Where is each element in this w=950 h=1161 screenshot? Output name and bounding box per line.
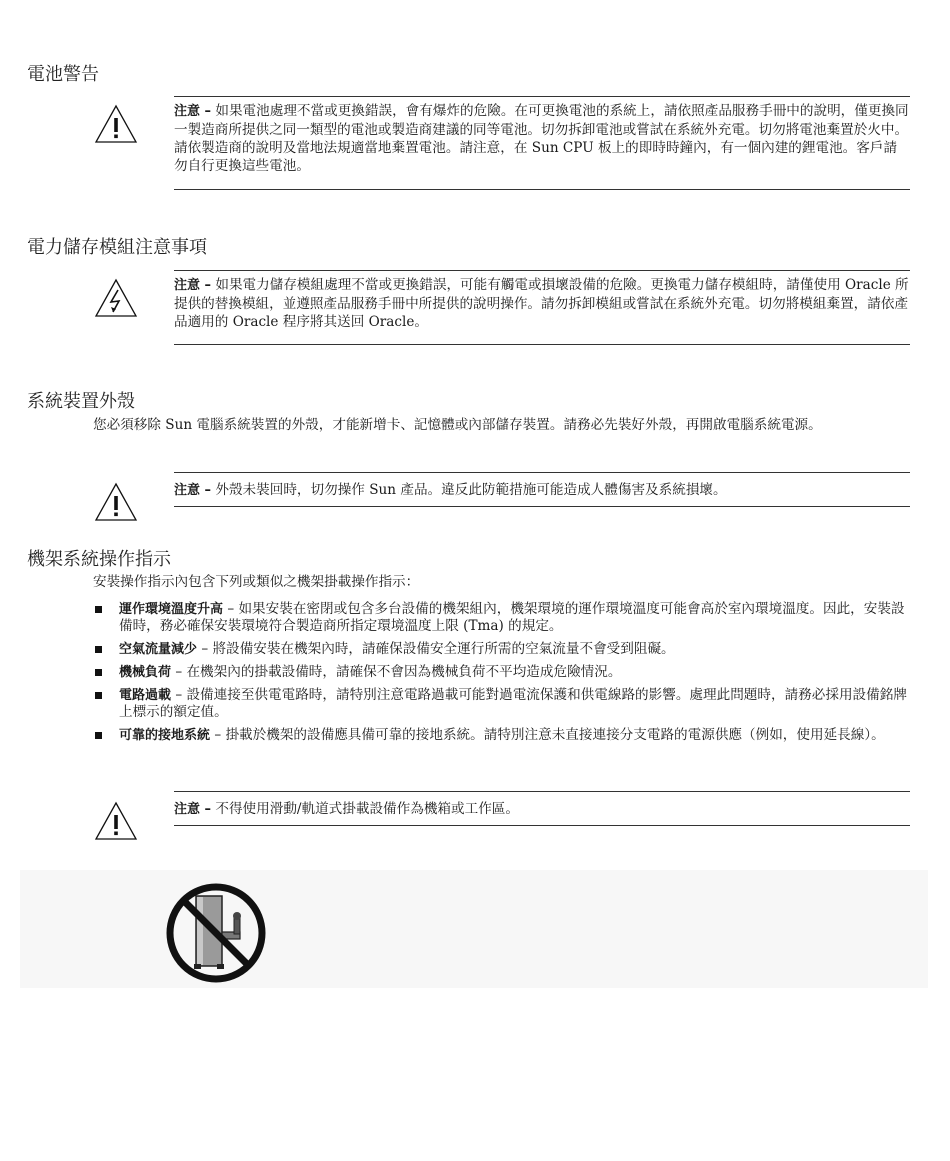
item-term: 電路過載 [119, 688, 172, 703]
section-title-battery: 電池警告 [27, 64, 99, 85]
list-item [93, 601, 910, 635]
no-work-surface-icon [163, 880, 269, 986]
rack-notice [90, 791, 910, 826]
figure-area [20, 870, 928, 988]
battery-notice-text [174, 102, 910, 175]
list-item [93, 727, 910, 744]
item-text: – 掛載於機架的設備應具備可靠的接地系統。請特別注意未直接連接分支電路的電源供應（例如，使用延長線）。 [210, 727, 885, 743]
notice-body: 如果電池處理不當或更換錯誤，會有爆炸的危險。在可更換電池的系統上，請依照產品服務手冊中的說明，僅更換同一製造商所提供之同一類型的電池或製造商建議的同等電池。切勿拆卸電池或嘗試在系統外充電。切勿將電池棄置於火中。請依製造商的說明及當地法規適當地棄置電池。請注意，在 Sun CPU 板上的即時時鐘內，有一個內建的鋰電池。客戶請勿自行更換這些電池。 [174, 103, 909, 174]
notice-body: 外殼未裝回時，切勿操作 Sun 產品。違反此防範措施可能造成人體傷害及系統損壞。 [211, 482, 727, 498]
enclosure-notice-text [174, 481, 910, 500]
item-text: – 如果安裝在密閉或包含多台設備的機架組內，機架環境的運作環境溫度可能會高於室內環境溫度。因此，安裝設備時，務必確保安裝環境符合製造商所指定環境溫度上限 (Tma) 的規定。 [119, 601, 905, 634]
list-item [93, 664, 910, 681]
enclosure-notice [90, 472, 910, 507]
list-item [93, 687, 910, 721]
notice-lead: 注意 – [174, 802, 212, 817]
rack-notice-text [174, 800, 910, 819]
notice-lead: 注意 – [174, 278, 212, 293]
notice-lead: 注意 – [174, 483, 212, 498]
caution-triangle-icon [94, 801, 138, 841]
battery-notice [90, 96, 910, 190]
power-module-notice [90, 270, 910, 345]
rack-instructions-list [93, 601, 910, 750]
notice-body: 不得使用滑動/軌道式掛載設備作為機箱或工作區。 [211, 801, 519, 817]
rack-intro: 安裝操作指示內包含下列或類似之機架掛載操作指示： [93, 574, 420, 590]
section-title-enclosure: 系統裝置外殼 [27, 391, 135, 412]
section-title-rack: 機架系統操作指示 [27, 549, 171, 570]
item-text: – 在機架內的掛載設備時，請確保不會因為機械負荷不平均造成危險情況。 [171, 664, 622, 680]
list-item [93, 641, 910, 658]
item-text: – 將設備安裝在機架內時，請確保設備安全運行所需的空氣流量不會受到阻礙。 [197, 641, 675, 657]
enclosure-body: 您必須移除 Sun 電腦系統裝置的外殼，才能新增卡、記憶體或內部儲存裝置。請務必先裝好外殼，再開啟電腦系統電源。 [93, 417, 822, 433]
section-title-power-module: 電力儲存模組注意事項 [27, 237, 207, 258]
power-module-notice-text [174, 276, 910, 331]
caution-triangle-icon [94, 104, 138, 144]
notice-lead: 注意 – [174, 104, 212, 119]
item-text: – 設備連接至供電電路時，請特別注意電路過載可能對過電流保護和供電線路的影響。處理此問題時，請務必採用設備銘牌上標示的額定值。 [119, 687, 907, 720]
item-term: 機械負荷 [119, 665, 172, 680]
notice-body: 如果電力儲存模組處理不當或更換錯誤，可能有觸電或損壞設備的危險。更換電力儲存模組時，請僅使用 Oracle 所提供的替換模組，並遵照產品服務手冊中所提供的說明操作。請勿拆卸模組或嘗試在系統外充電。切勿將模組棄置，請依產品適用的 Oracle 程序將其送回 Oracle。 [174, 277, 909, 330]
item-term: 運作環境溫度升高 [119, 602, 224, 617]
caution-triangle-icon [94, 482, 138, 522]
item-term: 可靠的接地系統 [119, 728, 211, 743]
item-term: 空氣流量減少 [119, 642, 198, 657]
electrical-hazard-triangle-icon [94, 278, 138, 318]
